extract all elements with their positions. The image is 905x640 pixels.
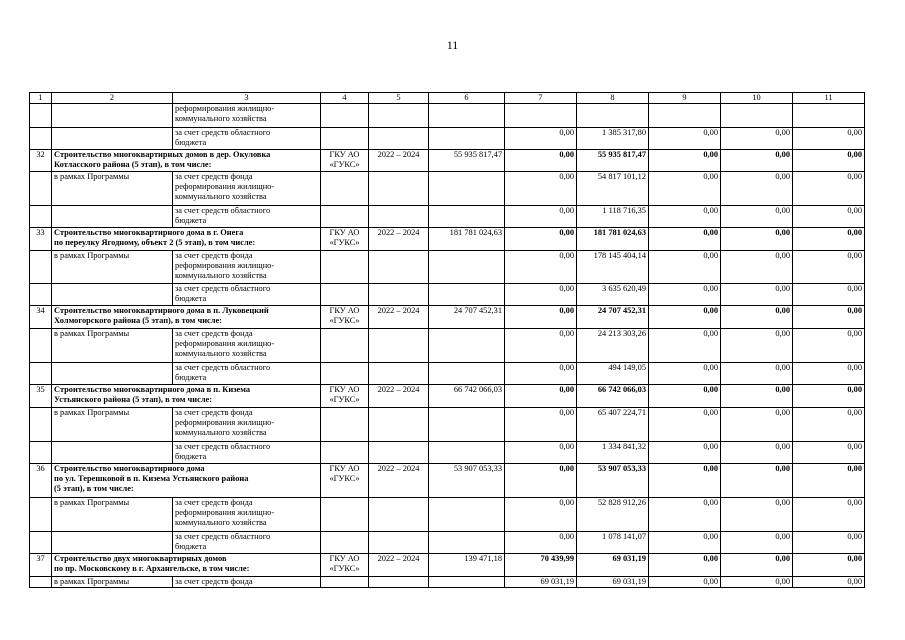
col10-value: 0,00 — [721, 498, 793, 532]
item-title: Строительство многоквартирного дома в п. Кизема Устьянского района (5 этап), в том числе: — [52, 385, 321, 408]
col8-value: 66 742 066,03 — [577, 385, 649, 408]
col7-value: 0,00 — [505, 228, 577, 251]
col9-value: 0,00 — [649, 554, 721, 577]
program-label: в рамках Программы — [52, 577, 173, 588]
table-row — [30, 363, 865, 385]
empty-cell — [369, 251, 429, 284]
col8-value: 24 707 452,31 — [577, 306, 649, 329]
col9-value: 0,00 — [649, 228, 721, 251]
funding-source: за счет средств областного бюджета — [173, 532, 321, 554]
col9-value: 0,00 — [649, 363, 721, 385]
funding-source: за счет средств областного бюджета — [173, 442, 321, 464]
executor: ГКУ АО «ГУКС» — [321, 554, 369, 577]
empty-cell — [369, 329, 429, 363]
empty-cell — [30, 172, 52, 206]
col7-value: 0,00 — [505, 464, 577, 498]
page-number: 11 — [446, 38, 459, 52]
col8-value: 69 031,19 — [577, 554, 649, 577]
empty-cell — [30, 577, 52, 588]
funding-source: за счет средств фонда реформирования жилищно- коммунального хозяйства — [173, 498, 321, 532]
empty-cell — [52, 128, 173, 150]
table-row — [30, 251, 865, 284]
table-row — [30, 104, 865, 128]
empty-cell — [369, 104, 429, 128]
col8-value: 494 149,05 — [577, 363, 649, 385]
column-header: 11 — [793, 93, 865, 104]
col10-value: 0,00 — [721, 363, 793, 385]
col11-value: 0,00 — [793, 408, 865, 442]
table-row — [30, 284, 865, 306]
col7-value: 0,00 — [505, 408, 577, 442]
table-row — [30, 577, 865, 588]
empty-cell — [429, 577, 505, 588]
empty-cell — [52, 442, 173, 464]
col9-value: 0,00 — [649, 329, 721, 363]
empty-cell — [429, 251, 505, 284]
col8-value: 53 907 053,33 — [577, 464, 649, 498]
col7-value: 0,00 — [505, 329, 577, 363]
table-row — [30, 128, 865, 150]
col7-value: 0,00 — [505, 498, 577, 532]
empty-cell — [321, 251, 369, 284]
item-number: 35 — [30, 385, 52, 408]
col8-value — [577, 104, 649, 128]
item-title: Строительство двух многоквартирных домов по пр. Московскому в г. Архангельске, в том числе: — [52, 554, 321, 577]
funding-source: за счет средств областного бюджета — [173, 363, 321, 385]
funding-source: за счет средств областного бюджета — [173, 128, 321, 150]
col7-value: 70 439,99 — [505, 554, 577, 577]
col11-value: 0,00 — [793, 172, 865, 206]
total-cost: 55 935 817,47 — [429, 150, 505, 172]
col7-value: 0,00 — [505, 284, 577, 306]
item-title: Строительство многоквартирных домов в дер. Окуловка Котласского района (5 этап), в том числе: — [52, 150, 321, 172]
period: 2022 – 2024 — [369, 150, 429, 172]
col9-value: 0,00 — [649, 284, 721, 306]
period: 2022 – 2024 — [369, 554, 429, 577]
item-number: 36 — [30, 464, 52, 498]
col9-value: 0,00 — [649, 206, 721, 228]
col11-value: 0,00 — [793, 577, 865, 588]
col11-value: 0,00 — [793, 498, 865, 532]
col11-value: 0,00 — [793, 251, 865, 284]
empty-cell — [369, 363, 429, 385]
col7-value: 0,00 — [505, 150, 577, 172]
col10-value: 0,00 — [721, 228, 793, 251]
column-header: 3 — [173, 93, 321, 104]
col7-value: 0,00 — [505, 532, 577, 554]
col11-value — [793, 104, 865, 128]
program-label: в рамках Программы — [52, 251, 173, 284]
col9-value: 0,00 — [649, 172, 721, 206]
empty-cell — [369, 532, 429, 554]
col11-value: 0,00 — [793, 284, 865, 306]
col8-value: 1 334 841,32 — [577, 442, 649, 464]
col10-value: 0,00 — [721, 284, 793, 306]
empty-cell — [369, 577, 429, 588]
empty-cell — [321, 104, 369, 128]
item-number: 34 — [30, 306, 52, 329]
col11-value: 0,00 — [793, 228, 865, 251]
col10-value: 0,00 — [721, 172, 793, 206]
col10-value: 0,00 — [721, 128, 793, 150]
col9-value: 0,00 — [649, 251, 721, 284]
empty-cell — [30, 104, 52, 128]
program-label: в рамках Программы — [52, 172, 173, 206]
col7-value: 0,00 — [505, 251, 577, 284]
col11-value: 0,00 — [793, 532, 865, 554]
col9-value — [649, 104, 721, 128]
empty-cell — [30, 408, 52, 442]
table-row — [30, 408, 865, 442]
executor: ГКУ АО «ГУКС» — [321, 306, 369, 329]
col8-value: 65 407 224,71 — [577, 408, 649, 442]
table-row — [30, 228, 865, 251]
empty-cell — [30, 442, 52, 464]
col9-value: 0,00 — [649, 464, 721, 498]
column-header: 10 — [721, 93, 793, 104]
col8-value: 24 213 303,26 — [577, 329, 649, 363]
col9-value: 0,00 — [649, 442, 721, 464]
total-cost: 139 471,18 — [429, 554, 505, 577]
empty-cell — [369, 172, 429, 206]
empty-cell — [429, 498, 505, 532]
table-row — [30, 306, 865, 329]
col8-value: 1 078 141,07 — [577, 532, 649, 554]
empty-cell — [369, 498, 429, 532]
col9-value: 0,00 — [649, 150, 721, 172]
empty-cell — [52, 104, 173, 128]
table-row — [30, 150, 865, 172]
total-cost: 181 781 024,63 — [429, 228, 505, 251]
col10-value: 0,00 — [721, 206, 793, 228]
col7-value: 0,00 — [505, 363, 577, 385]
executor: ГКУ АО «ГУКС» — [321, 150, 369, 172]
col8-value: 1 118 716,35 — [577, 206, 649, 228]
col10-value: 0,00 — [721, 150, 793, 172]
col7-value: 0,00 — [505, 172, 577, 206]
col7-value: 0,00 — [505, 442, 577, 464]
col11-value: 0,00 — [793, 128, 865, 150]
program-label: в рамках Программы — [52, 329, 173, 363]
table-row — [30, 385, 865, 408]
empty-cell — [429, 206, 505, 228]
item-number: 37 — [30, 554, 52, 577]
col8-value: 55 935 817,47 — [577, 150, 649, 172]
column-header: 4 — [321, 93, 369, 104]
col8-value: 54 817 101,12 — [577, 172, 649, 206]
col9-value: 0,00 — [649, 306, 721, 329]
period: 2022 – 2024 — [369, 464, 429, 498]
empty-cell — [321, 172, 369, 206]
col8-value: 69 031,19 — [577, 577, 649, 588]
empty-cell — [429, 532, 505, 554]
empty-cell — [52, 363, 173, 385]
col9-value: 0,00 — [649, 498, 721, 532]
empty-cell — [369, 128, 429, 150]
col9-value: 0,00 — [649, 577, 721, 588]
empty-cell — [52, 284, 173, 306]
executor: ГКУ АО «ГУКС» — [321, 228, 369, 251]
column-header: 1 — [30, 93, 52, 104]
col10-value: 0,00 — [721, 385, 793, 408]
funding-source: за счет средств фонда реформирования жилищно- коммунального хозяйства — [173, 251, 321, 284]
col10-value: 0,00 — [721, 442, 793, 464]
col11-value: 0,00 — [793, 442, 865, 464]
column-header: 2 — [52, 93, 173, 104]
empty-cell — [369, 408, 429, 442]
empty-cell — [321, 128, 369, 150]
period: 2022 – 2024 — [369, 385, 429, 408]
col8-value: 3 635 620,49 — [577, 284, 649, 306]
table-row — [30, 532, 865, 554]
period: 2022 – 2024 — [369, 228, 429, 251]
column-header: 8 — [577, 93, 649, 104]
empty-cell — [321, 363, 369, 385]
empty-cell — [429, 284, 505, 306]
empty-cell — [369, 442, 429, 464]
funding-source: за счет средств фонда — [173, 577, 321, 588]
col11-value: 0,00 — [793, 363, 865, 385]
empty-cell — [321, 408, 369, 442]
col9-value: 0,00 — [649, 532, 721, 554]
empty-cell — [30, 329, 52, 363]
col9-value: 0,00 — [649, 128, 721, 150]
empty-cell — [429, 128, 505, 150]
financing-table — [29, 92, 865, 588]
funding-source: за счет средств фонда реформирования жилищно- коммунального хозяйства — [173, 172, 321, 206]
empty-cell — [30, 363, 52, 385]
funding-source: за счет средств областного бюджета — [173, 284, 321, 306]
column-header: 5 — [369, 93, 429, 104]
empty-cell — [429, 363, 505, 385]
program-label: в рамках Программы — [52, 498, 173, 532]
empty-cell — [321, 498, 369, 532]
item-number: 32 — [30, 150, 52, 172]
col11-value: 0,00 — [793, 306, 865, 329]
funding-source: за счет средств областного бюджета — [173, 206, 321, 228]
empty-cell — [429, 442, 505, 464]
funding-source: реформирования жилищно- коммунального хозяйства — [173, 104, 321, 128]
executor: ГКУ АО «ГУКС» — [321, 385, 369, 408]
item-title: Строительство многоквартирного дома по ул. Терешковой в п. Кизема Устьянского района (5 этап), в том числе: — [52, 464, 321, 498]
column-header: 6 — [429, 93, 505, 104]
table-row — [30, 172, 865, 206]
total-cost: 24 707 452,31 — [429, 306, 505, 329]
empty-cell — [30, 284, 52, 306]
col11-value: 0,00 — [793, 464, 865, 498]
empty-cell — [429, 329, 505, 363]
empty-cell — [369, 284, 429, 306]
col8-value: 181 781 024,63 — [577, 228, 649, 251]
col9-value: 0,00 — [649, 408, 721, 442]
item-number: 33 — [30, 228, 52, 251]
empty-cell — [429, 104, 505, 128]
col8-value: 52 828 912,26 — [577, 498, 649, 532]
empty-cell — [321, 284, 369, 306]
col10-value: 0,00 — [721, 577, 793, 588]
table-header-row — [30, 93, 865, 104]
empty-cell — [321, 442, 369, 464]
col11-value: 0,00 — [793, 385, 865, 408]
col7-value: 0,00 — [505, 128, 577, 150]
item-title: Строительство многоквартирного дома в п. Луковецкий Холмогорского района (5 этап), в том числе: — [52, 306, 321, 329]
period: 2022 – 2024 — [369, 306, 429, 329]
empty-cell — [30, 532, 52, 554]
item-title: Строительство многоквартирного дома в г. Онега по переулку Ягодному, объект 2 (5 этап), в том числе: — [52, 228, 321, 251]
empty-cell — [429, 408, 505, 442]
col7-value: 0,00 — [505, 306, 577, 329]
funding-source: за счет средств фонда реформирования жилищно- коммунального хозяйства — [173, 408, 321, 442]
funding-source: за счет средств фонда реформирования жилищно- коммунального хозяйства — [173, 329, 321, 363]
col7-value: 0,00 — [505, 206, 577, 228]
col7-value — [505, 104, 577, 128]
program-label: в рамках Программы — [52, 408, 173, 442]
empty-cell — [30, 128, 52, 150]
empty-cell — [52, 532, 173, 554]
empty-cell — [30, 251, 52, 284]
table-row — [30, 464, 865, 498]
col10-value: 0,00 — [721, 464, 793, 498]
col10-value — [721, 104, 793, 128]
col11-value: 0,00 — [793, 150, 865, 172]
col10-value: 0,00 — [721, 408, 793, 442]
empty-cell — [429, 172, 505, 206]
col11-value: 0,00 — [793, 329, 865, 363]
table-row — [30, 498, 865, 532]
total-cost: 53 907 053,33 — [429, 464, 505, 498]
empty-cell — [321, 577, 369, 588]
col10-value: 0,00 — [721, 306, 793, 329]
column-header: 7 — [505, 93, 577, 104]
col7-value: 0,00 — [505, 385, 577, 408]
table-row — [30, 554, 865, 577]
col8-value: 178 145 404,14 — [577, 251, 649, 284]
empty-cell — [369, 206, 429, 228]
executor: ГКУ АО «ГУКС» — [321, 464, 369, 498]
table-row — [30, 206, 865, 228]
col9-value: 0,00 — [649, 385, 721, 408]
col10-value: 0,00 — [721, 532, 793, 554]
col11-value: 0,00 — [793, 554, 865, 577]
col11-value: 0,00 — [793, 206, 865, 228]
table-row — [30, 329, 865, 363]
empty-cell — [30, 206, 52, 228]
col10-value: 0,00 — [721, 329, 793, 363]
empty-cell — [321, 532, 369, 554]
empty-cell — [321, 206, 369, 228]
total-cost: 66 742 066,03 — [429, 385, 505, 408]
col8-value: 1 385 317,80 — [577, 128, 649, 150]
table-row — [30, 442, 865, 464]
empty-cell — [30, 498, 52, 532]
col10-value: 0,00 — [721, 251, 793, 284]
col10-value: 0,00 — [721, 554, 793, 577]
col7-value: 69 031,19 — [505, 577, 577, 588]
column-header: 9 — [649, 93, 721, 104]
empty-cell — [52, 206, 173, 228]
empty-cell — [321, 329, 369, 363]
